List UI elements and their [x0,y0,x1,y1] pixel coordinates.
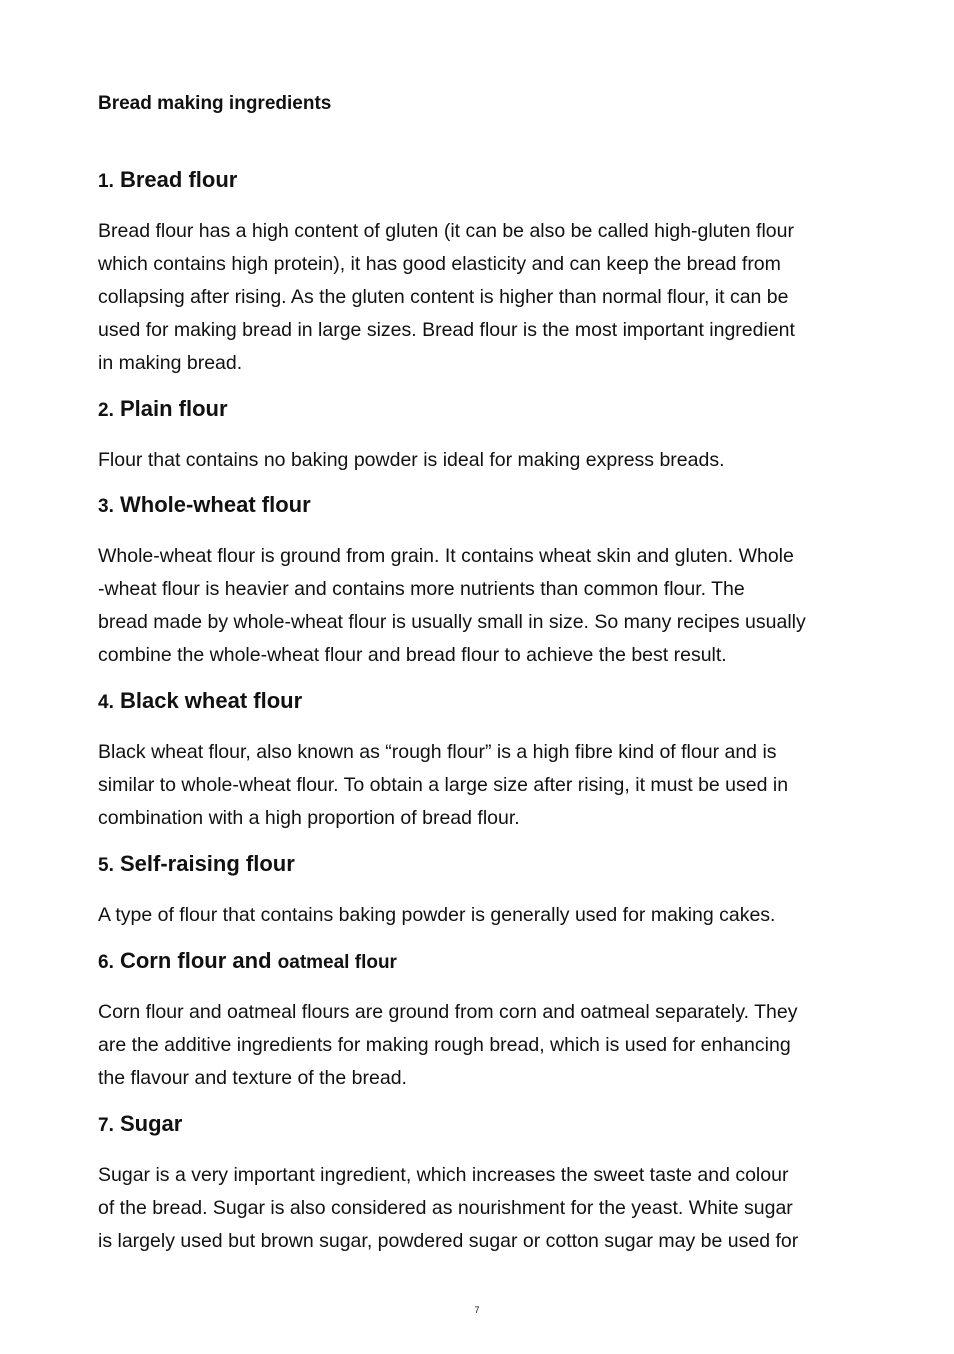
section-number: 1. [98,171,114,192]
section-paragraph [98,1159,858,1258]
section-heading [98,849,858,881]
section-number: 4. [98,692,114,713]
section-number: 2. [98,400,114,421]
paragraph-line: combination with a high proportion of bread flour. [98,807,520,829]
section-paragraph [98,736,858,835]
section-paragraph [98,540,858,672]
section-title: Sugar [119,1111,183,1136]
paragraph-line: Bread flour has a high content of gluten (it can be also be called high-gluten flour [98,220,794,242]
paragraph-line: is largely used but brown sugar, powdered sugar or cotton sugar may be used for [98,1230,799,1252]
section-heading [98,946,858,978]
paragraph-line: which contains high protein), it has good elasticity and can keep the bread from [98,253,781,275]
paragraph-line: combine the whole-wheat flour and bread flour to achieve the best result. [98,644,727,666]
paragraph-line: Whole-wheat flour is ground from grain. It contains wheat skin and gluten. Whole [98,545,794,567]
page-number: 7 [474,1305,480,1315]
section-corn-oatmeal-flour [98,946,858,1095]
paragraph-line: are the additive ingredients for making rough bread, which is used for enhancing [98,1034,791,1056]
section-heading [98,686,858,718]
section-paragraph [98,215,858,380]
section-title: Whole-wheat flour [119,492,311,517]
paragraph-line: the flavour and texture of the bread. [98,1067,407,1089]
section-sugar [98,1109,858,1258]
paragraph-line: of the bread. Sugar is also considered as nourishment for the yeast. White sugar [98,1197,793,1219]
paragraph-line: similar to whole-wheat flour. To obtain a large size after rising, it must be used in [98,774,789,796]
paragraph-line: used for making bread in large sizes. Bread flour is the most important ingredient [98,319,795,341]
section-heading [98,1109,858,1141]
section-title-suffix: oatmeal flour [277,952,397,973]
page-title: Bread making ingredients [98,93,332,114]
section-heading [98,490,858,522]
section-title: Plain flour [119,396,228,421]
section-title: Black wheat flour [119,688,303,713]
paragraph-line: -wheat flour is heavier and contains more nutrients than common flour. The [98,578,745,600]
section-number: 7. [98,1115,114,1136]
section-black-wheat-flour [98,686,858,835]
paragraph-line: in making bread. [98,352,243,374]
section-paragraph [98,899,858,932]
section-number: 6. [98,952,114,973]
section-title: Corn flour and [119,948,272,973]
paragraph-line: Flour that contains no baking powder is ideal for making express breads. [98,449,725,471]
paragraph-line: Sugar is a very important ingredient, which increases the sweet taste and colour [98,1164,789,1186]
section-number: 3. [98,496,114,517]
section-bread-flour [98,165,858,380]
section-title: Self-raising flour [119,851,295,876]
section-heading [98,394,858,426]
paragraph-line: A type of flour that contains baking powder is generally used for making cakes. [98,904,776,926]
section-self-raising-flour [98,849,858,932]
section-paragraph [98,996,858,1095]
section-plain-flour [98,394,858,477]
paragraph-line: bread made by whole-wheat flour is usually small in size. So many recipes usually [98,611,806,633]
section-paragraph [98,444,858,477]
paragraph-line: Corn flour and oatmeal flours are ground from corn and oatmeal separately. They [98,1001,798,1023]
paragraph-line: Black wheat flour, also known as “rough flour” is a high fibre kind of flour and is [98,741,777,763]
section-whole-wheat-flour [98,490,858,672]
section-heading [98,165,858,197]
section-title: Bread flour [119,167,238,192]
paragraph-line: collapsing after rising. As the gluten content is higher than normal flour, it can be [98,286,789,308]
section-number: 5. [98,855,114,876]
